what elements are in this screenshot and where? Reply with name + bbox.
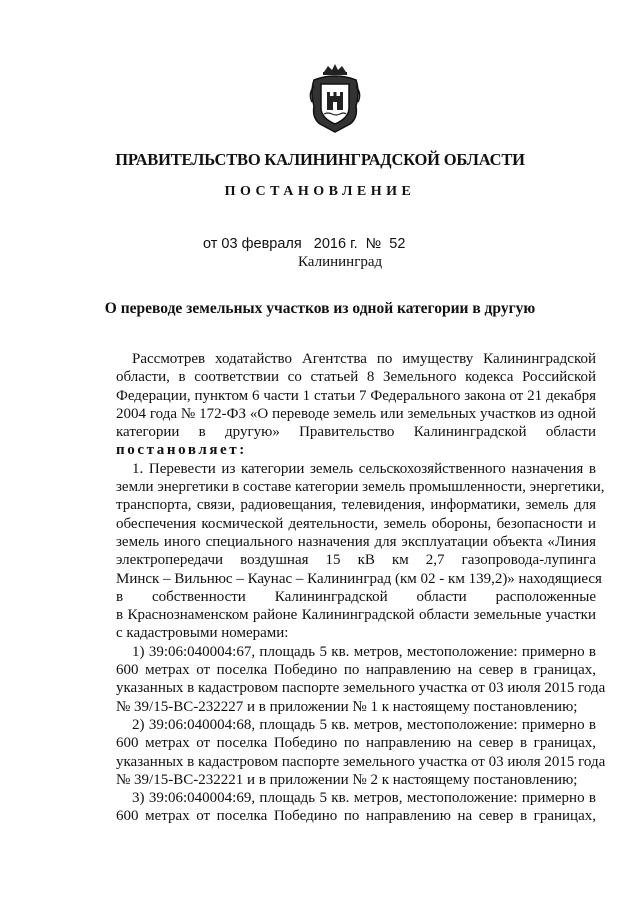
body-line: транспорта, связи, радиовещания, телевидения, информатики, земель для bbox=[116, 497, 596, 514]
body-line: указанных в кадастровом паспорте земельного участка от 03 июля 2015 года bbox=[116, 753, 606, 770]
date-and-number: от 03 февраля 2016 г. № 52 bbox=[203, 236, 406, 252]
body-line: 600 метрах от поселка Победино по направлению на север в границах, bbox=[116, 662, 596, 679]
body-line: 1) 39:06:040004:67, площадь 5 кв. метров, местоположение: примерно в bbox=[132, 643, 596, 660]
body-line: категории в другую» Правительство Калининградской области bbox=[116, 424, 596, 441]
body-line: 2) 39:06:040004:68, площадь 5 кв. метров, местоположение: примерно в bbox=[132, 716, 596, 733]
city-name: Калининград bbox=[298, 254, 383, 270]
government-title: ПРАВИТЕЛЬСТВО КАЛИНИНГРАДСКОЙ ОБЛАСТИ bbox=[115, 150, 525, 169]
body-line: Минск – Вильнюс – Каунас – Калининград (км 02 - км 139,2)» находящиеся bbox=[116, 570, 602, 587]
body-line: с кадастровыми номерами: bbox=[116, 625, 289, 642]
body-line: Рассмотрев ходатайство Агентства по имуществу Калининградской bbox=[132, 351, 596, 367]
body-line: обеспечения космической деятельности, земель обороны, безопасности и bbox=[116, 515, 596, 532]
body-line: электропередачи воздушная 15 кВ км 2,7 газопровода-лупинга bbox=[116, 552, 596, 569]
body-line: земли энергетики в составе категории земель промышленности, энергетики, bbox=[116, 479, 605, 496]
body-line: Федерации, пунктом 6 части 1 статьи 7 Федерального закона от 21 декабря bbox=[116, 387, 596, 404]
body-line: 600 метрах от поселка Победино по направлению на север в границах, bbox=[116, 735, 596, 752]
body-line: 2004 года № 172-ФЗ «О переводе земель или земельных участков из одной bbox=[116, 405, 596, 422]
body-line: земель иного специального назначения для эксплуатации объекта «Линия bbox=[116, 533, 596, 550]
body-line: в Краснознаменском районе Калининградской области земельные участки bbox=[116, 607, 596, 624]
body-line: в собственности Калининградской области расположенные bbox=[116, 588, 596, 605]
body-line: 3) 39:06:040004:69, площадь 5 кв. метров, местоположение: примерно в bbox=[132, 790, 596, 807]
body-line: № 39/15-ВС-232227 и в приложении № 1 к настоящему постановлению; bbox=[116, 698, 578, 715]
body-line: области, в соответствии со статьей 8 Земельного кодекса Российской bbox=[116, 369, 596, 386]
body-line: 600 метрах от поселка Победино по направлению на север в границах, bbox=[116, 808, 596, 825]
body-line: 1. Перевести из категории земель сельскохозяйственного назначения в bbox=[132, 460, 596, 477]
document-type: ПОСТАНОВЛЕНИЕ bbox=[224, 184, 416, 199]
coat-of-arms-icon bbox=[306, 62, 364, 134]
document-body bbox=[116, 350, 606, 826]
body-line: указанных в кадастровом паспорте земельного участка от 03 июля 2015 года bbox=[116, 680, 606, 697]
body-line: постановляет: bbox=[116, 442, 247, 459]
document-subject: О переводе земельных участков из одной категории в другую bbox=[104, 300, 536, 317]
body-line: № 39/15-ВС-232221 и в приложении № 2 к настоящему постановлению; bbox=[116, 771, 578, 788]
